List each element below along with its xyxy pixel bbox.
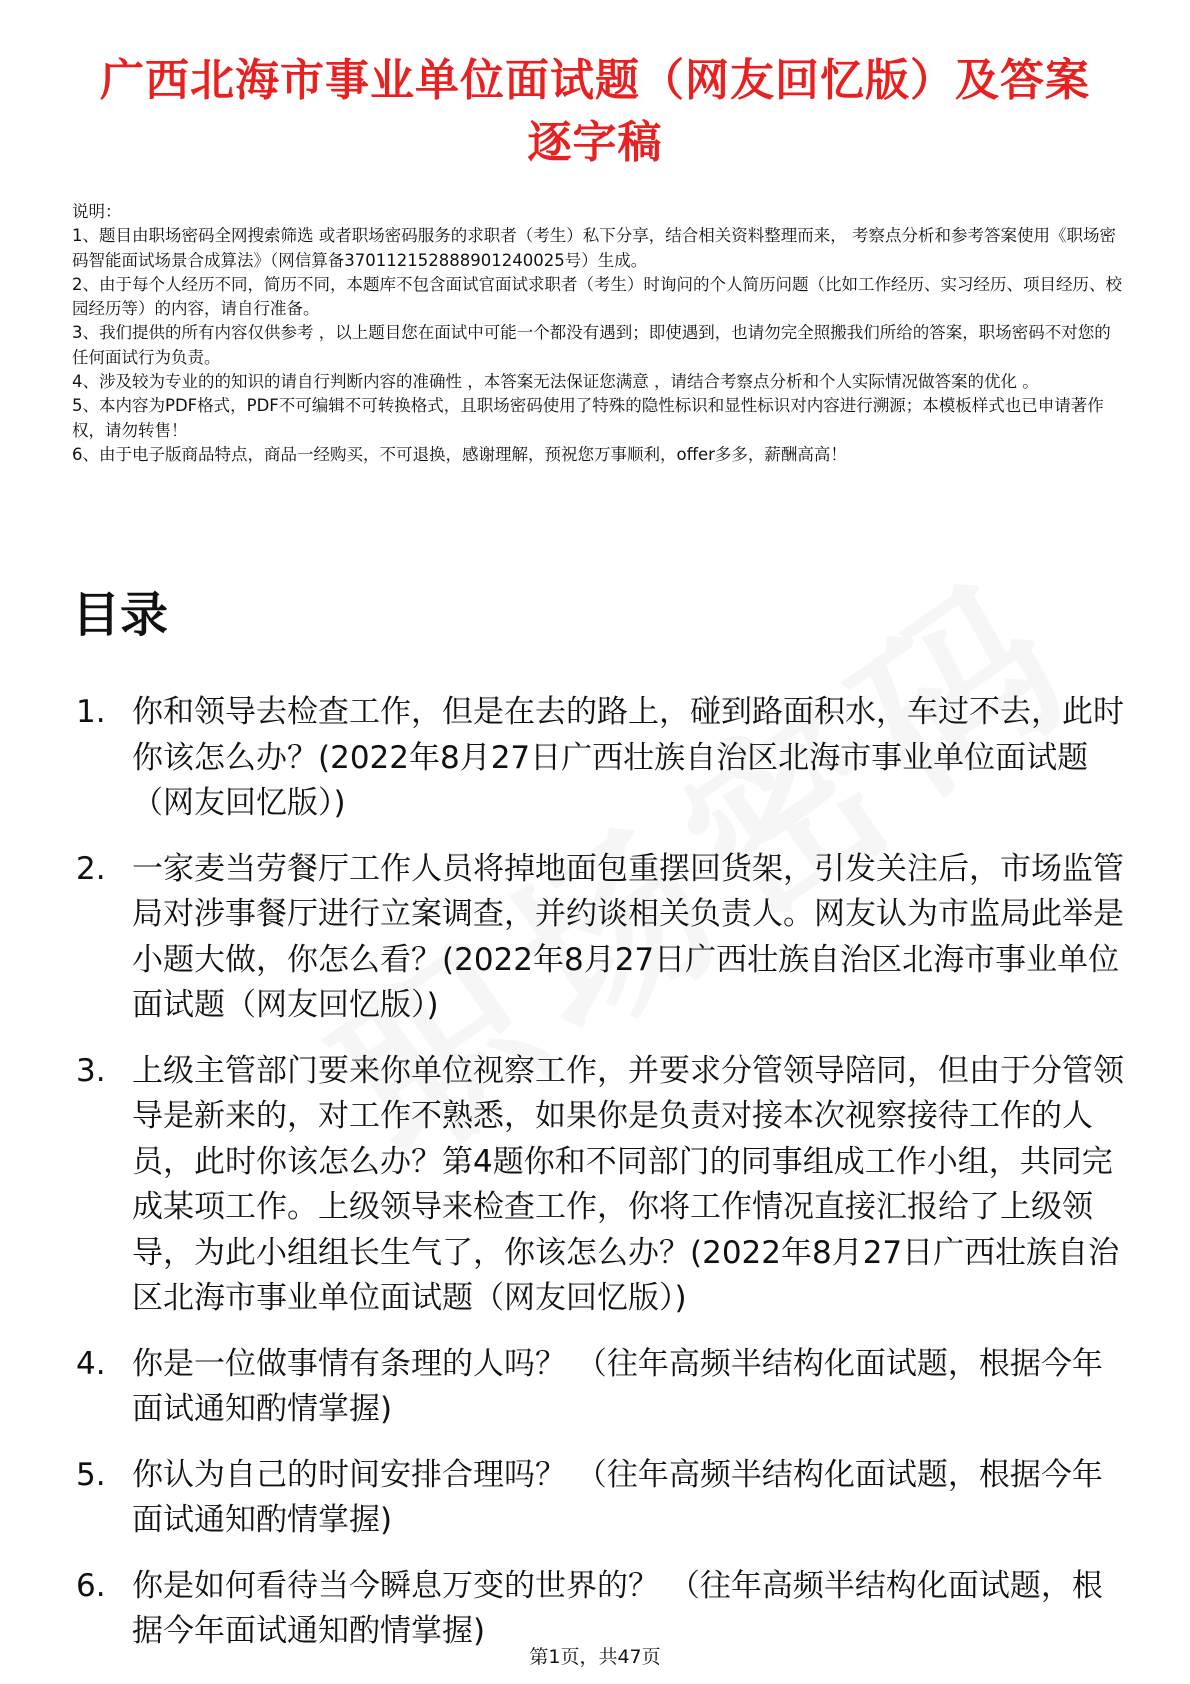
note-item-6: 6、由于电子版商品特点，商品一经购买，不可退换，感谢理解，预祝您万事顺利，offer多多，薪酬高高！ <box>72 444 847 464</box>
toc-list <box>72 690 1132 1675</box>
toc-item-number: 1. <box>76 694 106 730</box>
toc-item-text[interactable]: 一家麦当劳餐厅工作人员将掉地面包重摆回货架，引发关注后，市场监管局对涉事餐厅进行立案调查，并约谈相关负责人。网友认为市监局此举是小题大做，你怎么看？(2022年8月27日广西壮族自治区北海市事业单位面试题（网友回忆版）) <box>132 850 1124 1023</box>
toc-item[interactable] <box>72 1564 1132 1655</box>
note-item-4: 4、涉及较为专业的的知识的请自行判断内容的准确性 ，本答案无法保证您满意 ，请结合考察点分析和个人实际情况做答案的优化 。 <box>72 372 1039 392</box>
toc-item-number: 5. <box>76 1456 106 1493</box>
notes-section <box>72 200 1122 467</box>
note-item-2: 2、由于每个人经历不同，简历不同，本题库不包含面试官面试求职者（考生）时询问的个人简历问题（比如工作经历、实习经历、项目经历、校园经历等）的内容，请自行准备。 <box>72 274 1122 319</box>
page-footer <box>0 1642 1190 1669</box>
toc-item[interactable] <box>72 847 1132 1029</box>
toc-item-text[interactable]: 你和领导去检查工作，但是在去的路上，碰到路面积水，车过不去，此时你该怎么办？(2022年8月27日广西壮族自治区北海市事业单位面试题（网友回忆版）) <box>132 694 1124 821</box>
toc-item[interactable] <box>72 1453 1132 1544</box>
toc-item-text[interactable]: 上级主管部门要来你单位视察工作，并要求分管领导陪同，但由于分管领导是新来的，对工作不熟悉，如果你是负责对接本次视察接待工作的人员，此时你该怎么办？第4题你和不同部门的同事组成工作小组，共同完成某项工作。上级领导来检查工作，你将工作情况直接汇报给了上级领导，为此小组组长生气了，你该怎么办？(2022年8月27日广西壮族自治区北海市事业单位面试题（网友回忆版）) <box>132 1052 1124 1316</box>
toc-item-number: 4. <box>76 1345 106 1382</box>
toc-item-text[interactable]: 你是如何看待当今瞬息万变的世界的？ （往年高频半结构化面试题，根据今年面试通知酌情掌握) <box>132 1567 1103 1649</box>
note-item-1: 1、题目由职场密码全网搜索筛选 或者职场密码服务的求职者（考生）私下分享，结合相关资料整理而来， 考察点分析和参考答案使用《职场密码智能面试场景合成算法》（网信算备370112152888901240025号）生成。 <box>72 226 1116 270</box>
toc-item[interactable] <box>72 690 1132 827</box>
toc-heading: 目录 <box>72 587 169 643</box>
toc-item-text[interactable]: 你认为自己的时间安排合理吗？ （往年高频半结构化面试题，根据今年面试通知酌情掌握) <box>132 1456 1103 1538</box>
note-item-3: 3、我们提供的所有内容仅供参考 ，以上题目您在面试中可能一个都没有遇到；即使遇到，也请勿完全照搬我们所给的答案，职场密码不对您的任何面试行为负责。 <box>72 323 1111 367</box>
note-item-5: 5、本内容为PDF格式，PDF不可编辑不可转换格式，且职场密码使用了特殊的隐性标识和显性标识对内容进行溯源；本模板样式也已申请著作权，请勿转售！ <box>72 396 1104 440</box>
page-number: 第1页，共47页 <box>529 1646 661 1668</box>
toc-item[interactable] <box>72 1049 1132 1322</box>
document-title: 广西北海市事业单位面试题（网友回忆版）及答案逐字稿 <box>100 55 1090 168</box>
toc-item-number: 3. <box>76 1052 106 1089</box>
toc-item-text[interactable]: 你是一位做事情有条理的人吗？ （往年高频半结构化面试题，根据今年面试通知酌情掌握) <box>132 1345 1103 1427</box>
toc-item-number: 2. <box>76 850 106 887</box>
notes-heading: 说明： <box>72 202 122 221</box>
toc-item[interactable] <box>72 1342 1132 1433</box>
toc-item-number: 6. <box>76 1567 106 1604</box>
